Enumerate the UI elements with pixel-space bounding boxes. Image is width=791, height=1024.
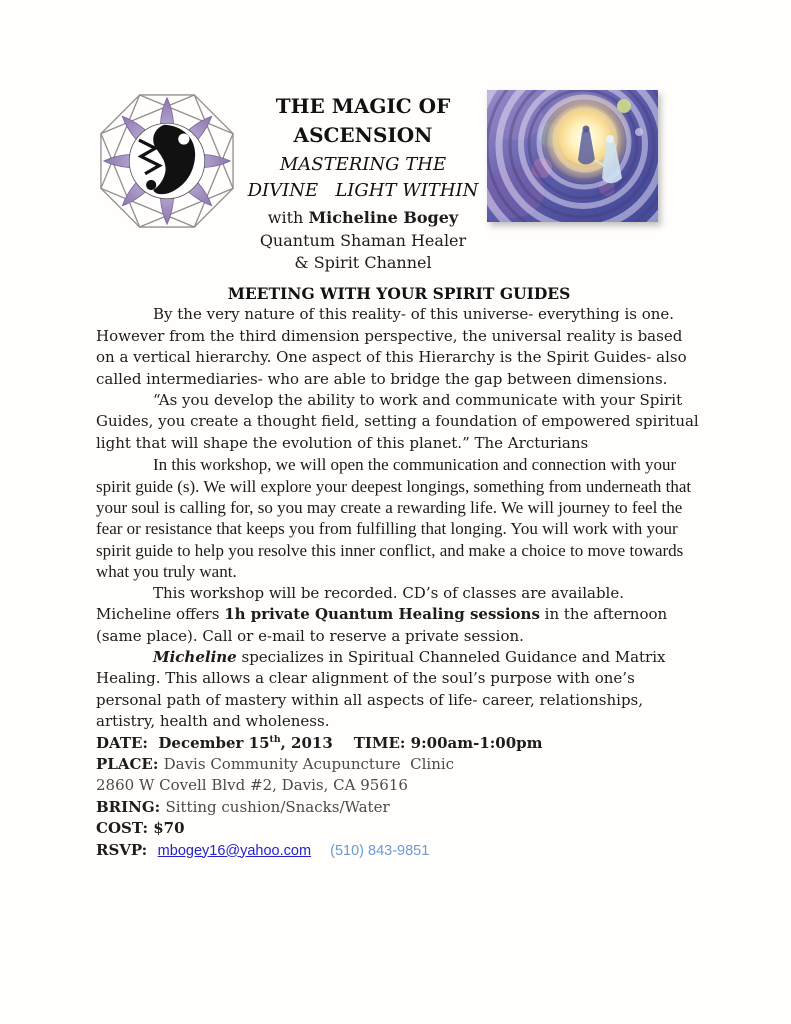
role-line-2: & Spirit Channel [294,253,432,272]
lotus-octagon-logo [93,86,241,236]
spiral-painting-image [487,90,658,222]
text-run: Micheline [153,647,237,666]
paragraphs [96,304,702,732]
byline-prefix: with [267,208,309,227]
spiral-painting-graphic [487,90,658,222]
role-line-1: Quantum Shaman Healer [259,231,467,250]
moon-dot [617,99,631,113]
text-run: In this workshop, we will open the communication and connection with your spirit guide (s). We will explore your deepest longings, something from underneath that your soul is calling for, so you may create a rewarding life. We will journey to feel the fear or resistance that keeps you from fulfilling that longing. You will work with your spirit guide to help you resolve this inner conflict, and make a choice to move towards what you truly want. [96,455,696,582]
subtitle-line-2: DIVINE LIGHT WITHIN [247,180,479,201]
address-line [96,775,702,796]
bio-paragraph [96,647,702,733]
title-line-2: ASCENSION [293,123,433,147]
presenter-name: Micheline Bogey [308,208,459,227]
text-run: PLACE: [96,754,164,773]
text-run: specializes in Spiritual Channeled Guidance and Matrix Healing. This allows a clear alignment of the soul’s purpose with one’s personal path of mastery within all aspects of life- career, relationships, artistry, health and wholeness. [96,647,671,731]
text-run: BRING: [96,797,166,816]
text-run: , 2013 TIME: 9:00am-1:00pm [280,733,543,752]
text-run: This workshop will be recorded. CD’s of classes are available. Micheline offers [96,583,629,624]
rsvp-line [96,840,702,862]
text-run: By the very nature of this reality- of this universe- everything is one. However from the third dimension perspective, the universal reality is based on a vertical hierarchy. One aspect of this Hierarchy is the Spirit Guides- also called intermediaries- who are able to bridge the gap between dimensions. [96,305,692,388]
cost-line [96,818,702,839]
flyer-title [238,92,488,150]
event-details [96,733,702,862]
text-run: in the afternoon (same place). Call or e-mail to reserve a private session. [96,605,672,645]
text-run: COST: $70 [96,819,185,838]
text-run: 1h private Quantum Healing sessions [224,605,540,624]
recording-paragraph [96,583,702,647]
intro-paragraph [96,304,702,390]
date-time-line [96,733,702,754]
byline [238,206,488,230]
text-run: DATE: December 15 [96,733,270,752]
place-line [96,754,702,775]
subtitle-line-1: MASTERING THE [279,154,447,175]
presenter-role [238,230,488,274]
text-run: Davis Community Acupuncture Clinic [163,754,455,773]
text-run: “As you develop the ability to work and communicate with your Spirit Guides, you create a thought field, setting a foundation of empowered spiritual light that will shape the evolution of this planet.” The Arcturians [96,391,704,452]
title-block [238,92,488,274]
text-run: Sitting cushion/Snacks/Water [165,797,390,816]
workshop-paragraph [96,454,702,582]
flyer-subtitle [238,152,488,204]
title-line-1: THE MAGIC OF [275,94,451,118]
rsvp-email-link[interactable]: mbogey16@yahoo.com [157,842,312,859]
bring-line [96,797,702,818]
body-content [96,283,702,862]
rsvp-phone: (510) 843-9851 [330,842,430,859]
quote-paragraph [96,390,702,454]
section-heading: MEETING WITH YOUR SPIRIT GUIDES [227,284,571,303]
text-run: RSVP: [96,840,158,859]
text-run: 2860 W Covell Blvd #2, Davis, CA 95616 [96,776,408,795]
text-run: th [269,733,281,745]
text-run [311,841,330,859]
lotus-octagon-logo-graphic [93,86,241,236]
